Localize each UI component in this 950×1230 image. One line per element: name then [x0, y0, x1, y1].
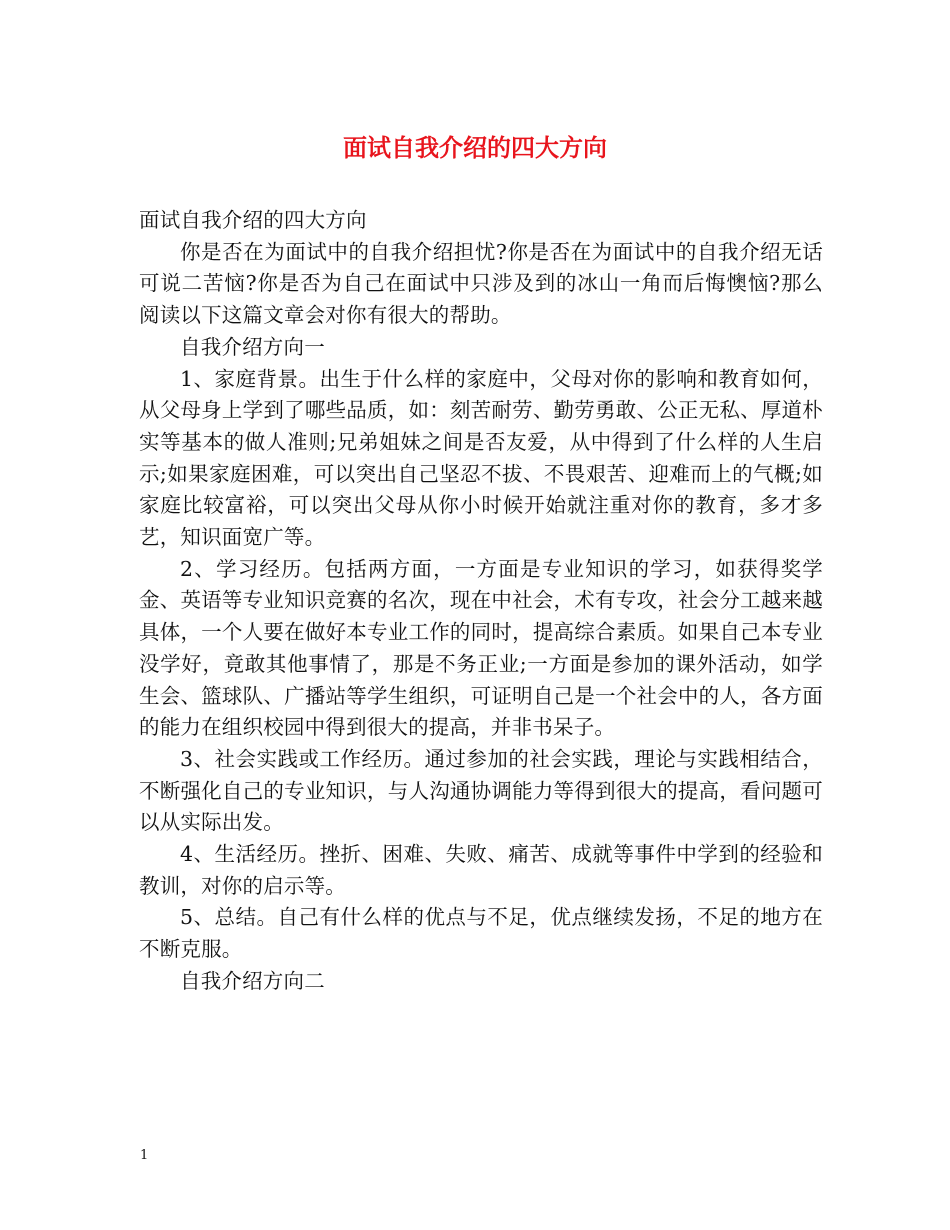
paragraph: 2、学习经历。包括两方面，一方面是专业知识的学习，如获得奖学金、英语等专业知识竞赛的名次，现在中社会，术有专攻，社会分工越来越具体，一个人要在做好本专业工作的同时，提高综合素质。如果自己本专业没学好，竟敢其他事情了，那是不务正业;一方面是参加的课外活动，如学生会、篮球队、广播站等学生组织，可证明自己是一个社会中的人，各方面的能力在组织校园中得到很大的提高，并非书呆子。: [139, 556, 823, 740]
paragraph: 自我介绍方向一: [180, 334, 325, 359]
document-title: 面试自我介绍的四大方向: [343, 134, 607, 162]
paragraph: 4、生活经历。挫折、困难、失败、痛苦、成就等事件中学到的经验和教训，对你的启示等。: [139, 842, 823, 898]
paragraph: 面试自我介绍的四大方向: [139, 208, 367, 232]
document-body: [139, 205, 823, 998]
paragraph: 1、家庭背景。出生于什么样的家庭中，父母对你的影响和教育如何，从父母身上学到了哪些品质，如：刻苦耐劳、勤劳勇敢、公正无私、厚道朴实等基本的做人准则;兄弟姐妹之间是否友爱，从中得到了什么样的人生启示;如果家庭困难，可以突出自己坚忍不拔、不畏艰苦、迎难而上的气概;如家庭比较富裕，可以突出父母从你小时候开始就注重对你的教育，多才多艺，知识面宽广等。: [139, 366, 823, 550]
paragraph: 3、社会实践或工作经历。通过参加的社会实践，理论与实践相结合，不断强化自己的专业知识，与人沟通协调能力等得到很大的提高，看问题可以从实际出发。: [139, 746, 823, 835]
paragraph: 自我介绍方向二: [180, 968, 325, 993]
paragraph: 你是否在为面试中的自我介绍担忧?你是否在为面试中的自我介绍无话可说二苦恼?你是否为自己在面试中只涉及到的冰山一角而后悔懊恼?那么阅读以下这篇文章会对你有很大的帮助。: [139, 239, 823, 328]
page-number: 1: [140, 1148, 149, 1163]
paragraph: 5、总结。自己有什么样的优点与不足，优点继续发扬，不足的地方在不断克服。: [139, 905, 823, 962]
